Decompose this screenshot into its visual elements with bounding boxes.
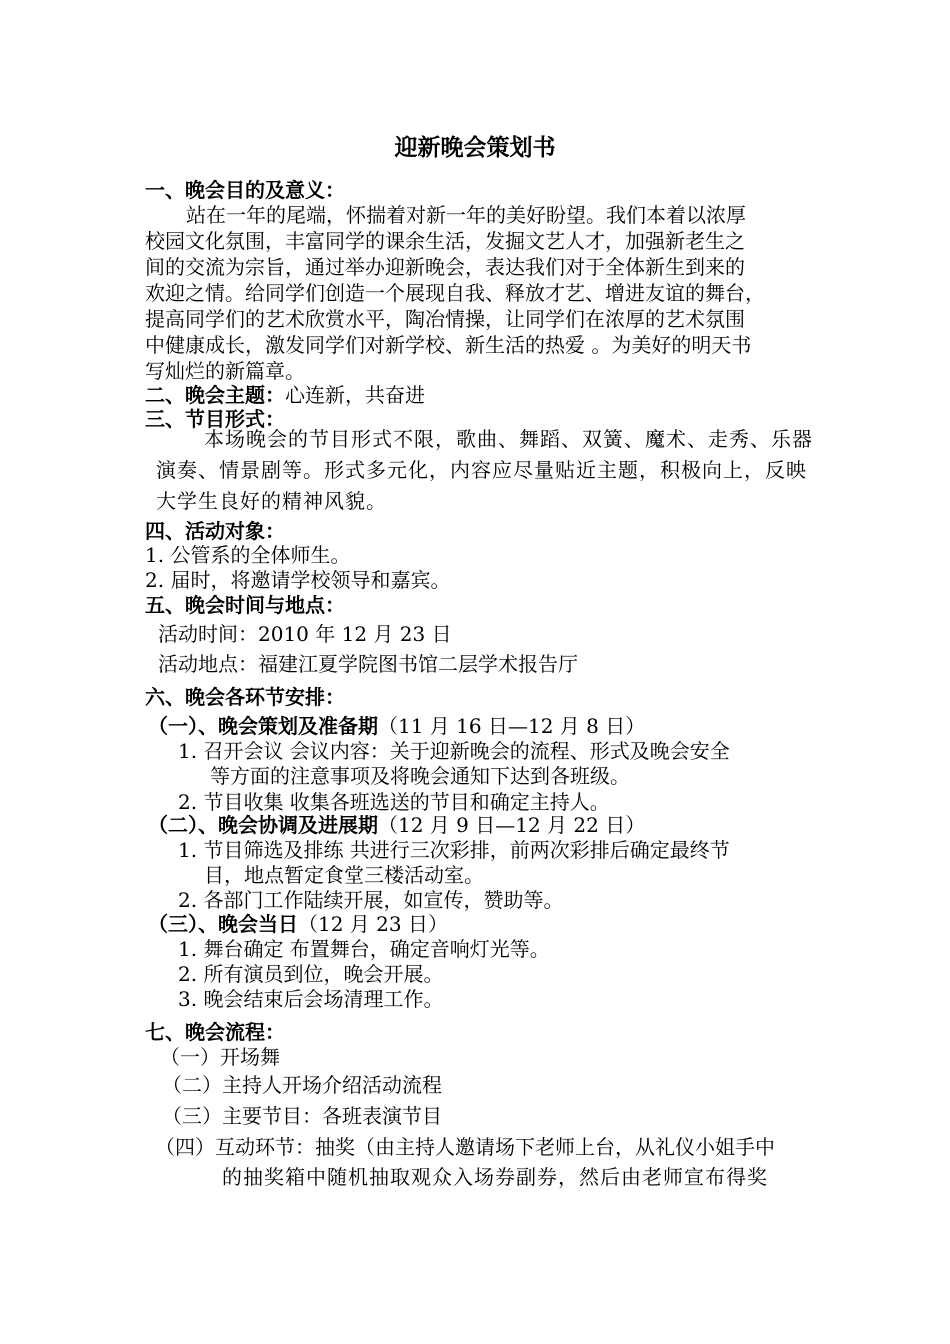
phase-title: （三）、晚会当日 (148, 912, 298, 936)
paragraph-line: 本场晚会的节目形式不限，歌曲、舞蹈、双簧、魔术、走秀、乐器 (204, 427, 813, 451)
list-item: 2. 节目收集 收集各班选送的节目和确定主持人。 (178, 790, 610, 814)
section-heading-flow: 七、晚会流程： (145, 1020, 285, 1044)
list-item: 2. 届时，将邀请学校领导和嘉宾。 (145, 568, 451, 592)
document-title: 迎新晚会策划书 (394, 135, 556, 161)
event-time: 活动时间：2010 年 12 月 23 日 (158, 622, 452, 646)
list-item-continuation: 等方面的注意事项及将晚会通知下达到各班级。 (210, 764, 630, 788)
phase-heading (148, 911, 448, 937)
phase-title: （二）、晚会协调及进展期 (148, 813, 378, 837)
paragraph-line: 中健康成长，激发同学们对新学校、新生活的热爱 。为美好的明天书 (145, 333, 752, 357)
phase-date: （11 月 16 日—12 月 8 日） (378, 714, 646, 738)
phase-heading (148, 812, 645, 838)
section-heading-theme: 二、晚会主题： (145, 383, 285, 407)
list-item: （三）主要节目：各班表演节目 (162, 1104, 442, 1128)
list-item: 2. 所有演员到位，晚会开展。 (178, 962, 444, 986)
event-place: 活动地点：福建江夏学院图书馆二层学术报告厅 (158, 652, 578, 676)
theme-text: 心连新，共奋进 (285, 383, 425, 407)
paragraph-line: 写灿烂的新篇章。 (145, 359, 305, 383)
list-item: 1. 公管系的全体师生。 (145, 543, 351, 567)
list-item: 2. 各部门工作陆续开展，如宣传，赞助等。 (178, 888, 564, 912)
section-heading-format: 三、节目形式： (145, 407, 285, 431)
section-heading-schedule: 六、晚会各环节安排： (145, 685, 345, 709)
section-heading-audience: 四、活动对象： (145, 519, 285, 543)
list-item: （二）主持人开场介绍活动流程 (162, 1073, 442, 1097)
section-heading-time-place: 五、晚会时间与地点： (145, 593, 345, 617)
phase-title: （一）、晚会策划及准备期 (148, 714, 378, 738)
paragraph-line: 欢迎之情。给同学们创造一个展现自我、释放才艺、增进友谊的舞台， (145, 281, 765, 305)
paragraph-line: 提高同学们的艺术欣赏水平，陶冶情操，让同学们在浓厚的艺术氛围 (145, 307, 745, 331)
paragraph-line: 站在一年的尾端，怀揣着对新一年的美好盼望。我们本着以浓厚 (186, 203, 746, 227)
phase-date: （12 月 9 日—12 月 22 日） (378, 813, 646, 837)
list-item-continuation: 的抽奖箱中随机抽取观众入场券副券，然后由老师宣布得奖 (222, 1165, 768, 1189)
list-item: 1. 舞台确定 布置舞台，确定音响灯光等。 (178, 937, 550, 961)
paragraph-line: 间的交流为宗旨，通过举办迎新晚会，表达我们对于全体新生到来的 (145, 255, 745, 279)
paragraph-line: 大学生良好的精神风貌。 (156, 489, 387, 513)
list-item: 1. 召开会议 会议内容：关于迎新晚会的流程、形式及晚会安全 (178, 739, 730, 763)
section-heading-purpose: 一、晚会目的及意义： (145, 178, 345, 202)
theme-line (145, 382, 425, 408)
paragraph-line: 演奏、情景剧等。形式多元化，内容应尽量贴近主题，积极向上，反映 (156, 458, 807, 482)
list-item-continuation: 目，地点暂定食堂三楼活动室。 (204, 863, 484, 887)
phase-heading (148, 713, 645, 739)
paragraph-line: 校园文化氛围，丰富同学的课余生活，发掘文艺人才，加强新老生之 (145, 229, 745, 253)
list-item: 1. 节目筛选及排练 共进行三次彩排，前两次彩排后确定最终节 (178, 838, 730, 862)
list-item: （四）互动环节：抽奖（由主持人邀请场下老师上台，从礼仪小姐手中 (155, 1135, 775, 1159)
list-item: （一）开场舞 (160, 1045, 280, 1069)
phase-date: （12 月 23 日） (298, 912, 448, 936)
list-item: 3. 晚会结束后会场清理工作。 (178, 987, 444, 1011)
